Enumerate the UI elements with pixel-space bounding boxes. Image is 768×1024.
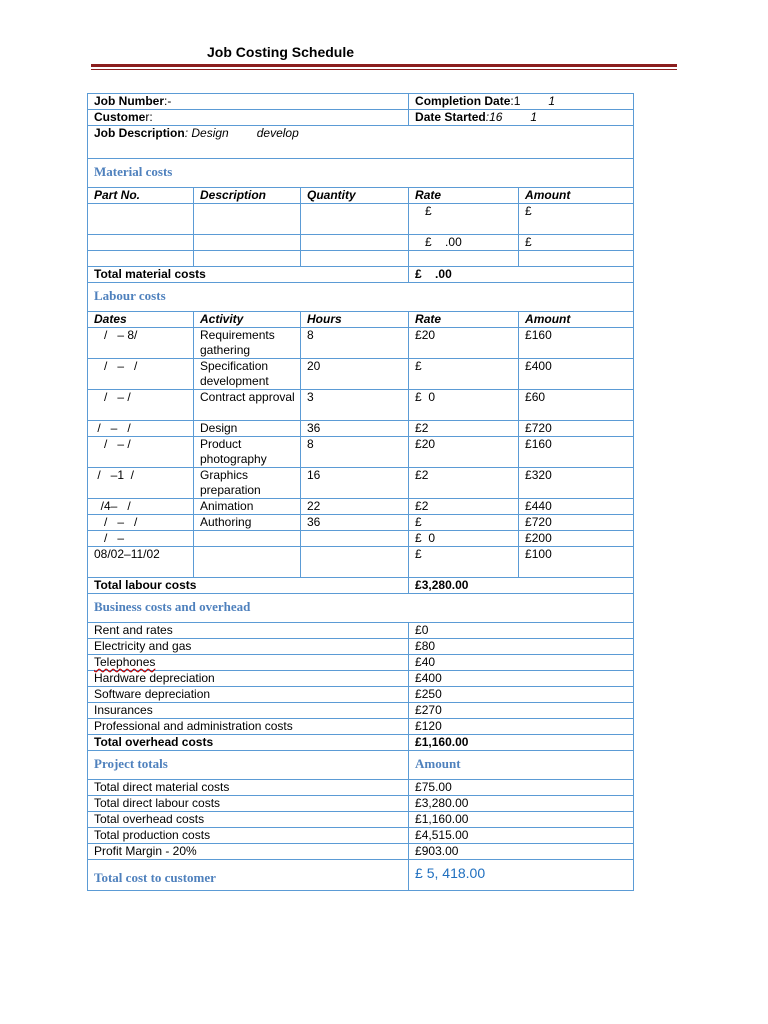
material-cell — [519, 251, 634, 267]
table-row — [88, 623, 634, 639]
overhead-value: £400 — [409, 671, 634, 687]
completion-date-extra: 1 — [548, 94, 556, 108]
date-started-extra: 1 — [530, 110, 538, 124]
material-cell — [194, 204, 301, 235]
totals-value: £903.00 — [409, 844, 634, 860]
job-description-label: Job Description — [94, 126, 185, 140]
labour-col-amount: Amount — [519, 312, 634, 328]
material-heading: Material costs — [88, 159, 634, 188]
material-cell — [194, 251, 301, 267]
job-description-extra: develop — [256, 126, 299, 140]
labour-date: / – / — [88, 390, 194, 421]
labour-rate: £ 0 — [409, 390, 519, 421]
labour-amount: £60 — [519, 390, 634, 421]
material-cell: £ — [519, 204, 634, 235]
labour-hours: 20 — [301, 359, 409, 390]
totals-heading-row — [88, 751, 634, 780]
totals-value: £1,160.00 — [409, 812, 634, 828]
overhead-label: Software depreciation — [88, 687, 409, 703]
labour-activity: Design — [194, 421, 301, 437]
customer-value: r: — [145, 110, 153, 124]
material-col-part: Part No. — [88, 188, 194, 204]
job-description-row — [88, 126, 634, 159]
labour-date: / – — [88, 531, 194, 547]
totals-amount-heading: Amount — [409, 751, 634, 780]
table-row — [88, 671, 634, 687]
labour-amount: £720 — [519, 515, 634, 531]
totals-value: £4,515.00 — [409, 828, 634, 844]
totals-label: Total direct labour costs — [88, 796, 409, 812]
table-row — [88, 390, 634, 421]
title-rule-thin — [91, 69, 677, 70]
labour-amount: £160 — [519, 328, 634, 359]
material-cell — [194, 235, 301, 251]
labour-amount: £160 — [519, 437, 634, 468]
totals-heading: Project totals — [88, 751, 409, 780]
job-number-row — [88, 94, 634, 110]
labour-date: / – / — [88, 515, 194, 531]
table-row — [88, 655, 634, 671]
grand-total-value: £ 5, 418.00 — [409, 860, 634, 891]
labour-total-row — [88, 578, 634, 594]
labour-activity: Authoring — [194, 515, 301, 531]
overhead-total-value: £1,160.00 — [409, 735, 634, 751]
labour-date: / – / — [88, 437, 194, 468]
table-row — [88, 328, 634, 359]
labour-hours: 22 — [301, 499, 409, 515]
material-col-description: Description — [194, 188, 301, 204]
table-row — [88, 515, 634, 531]
title-rule — [91, 64, 677, 67]
labour-rate: £2 — [409, 421, 519, 437]
labour-hours — [301, 531, 409, 547]
labour-date: / – 8/ — [88, 328, 194, 359]
totals-label: Total direct material costs — [88, 780, 409, 796]
table-row — [88, 251, 634, 267]
material-cell — [88, 204, 194, 235]
customer-label: Custome — [94, 110, 146, 124]
table-row — [88, 235, 634, 251]
table-row — [88, 844, 634, 860]
overhead-label: Insurances — [88, 703, 409, 719]
overhead-value: £80 — [409, 639, 634, 655]
labour-rate: £2 — [409, 499, 519, 515]
date-started-label: Date Started — [415, 110, 486, 124]
labour-date: / –1 / — [88, 468, 194, 499]
overhead-value: £0 — [409, 623, 634, 639]
labour-amount: £720 — [519, 421, 634, 437]
labour-rate: £ 0 — [409, 531, 519, 547]
material-cell — [301, 251, 409, 267]
table-row — [88, 531, 634, 547]
labour-hours — [301, 547, 409, 578]
table-row — [88, 703, 634, 719]
labour-header-row — [88, 312, 634, 328]
labour-activity: Graphics preparation — [194, 468, 301, 499]
material-total-label: Total material costs — [88, 267, 409, 283]
labour-activity: Animation — [194, 499, 301, 515]
labour-rate: £ — [409, 359, 519, 390]
material-cell: £ .00 — [409, 235, 519, 251]
labour-activity: Requirements gathering — [194, 328, 301, 359]
material-cell — [301, 204, 409, 235]
grand-total-label: Total cost to customer — [88, 860, 409, 891]
document-title: Job Costing Schedule — [207, 44, 355, 60]
material-header-row — [88, 188, 634, 204]
labour-date: / – / — [88, 359, 194, 390]
overhead-total-row — [88, 735, 634, 751]
totals-label: Total production costs — [88, 828, 409, 844]
table-row — [88, 796, 634, 812]
table-row — [88, 359, 634, 390]
table-row — [88, 639, 634, 655]
table-row — [88, 719, 634, 735]
date-started-value: :16 — [485, 110, 503, 124]
labour-hours: 3 — [301, 390, 409, 421]
labour-col-rate: Rate — [409, 312, 519, 328]
material-heading-row — [88, 159, 634, 188]
labour-amount: £440 — [519, 499, 634, 515]
table-row — [88, 437, 634, 468]
overhead-label: Professional and administration costs — [88, 719, 409, 735]
material-col-quantity: Quantity — [301, 188, 409, 204]
labour-col-dates: Dates — [88, 312, 194, 328]
totals-label: Total overhead costs — [88, 812, 409, 828]
material-cell — [88, 235, 194, 251]
material-total-value: £ .00 — [409, 267, 634, 283]
labour-rate: £2 — [409, 468, 519, 499]
labour-rate: £ — [409, 547, 519, 578]
overhead-total-label: Total overhead costs — [88, 735, 409, 751]
table-row — [88, 204, 634, 235]
labour-amount: £400 — [519, 359, 634, 390]
labour-date: / – / — [88, 421, 194, 437]
labour-amount: £100 — [519, 547, 634, 578]
labour-rate: £ — [409, 515, 519, 531]
labour-activity — [194, 531, 301, 547]
labour-rate: £20 — [409, 437, 519, 468]
overhead-label: Telephones — [88, 655, 409, 671]
labour-activity: Contract approval — [194, 390, 301, 421]
labour-date: 08/02–11/02 — [88, 547, 194, 578]
overhead-label: Rent and rates — [88, 623, 409, 639]
labour-hours: 36 — [301, 515, 409, 531]
material-cell — [409, 251, 519, 267]
job-description-value: : Design — [184, 126, 229, 140]
labour-activity: Specification development — [194, 359, 301, 390]
table-row — [88, 499, 634, 515]
overhead-label: Hardware depreciation — [88, 671, 409, 687]
job-costing-table — [87, 93, 634, 891]
labour-amount: £320 — [519, 468, 634, 499]
customer-row — [88, 110, 634, 126]
overhead-heading: Business costs and overhead — [88, 594, 634, 623]
labour-hours: 36 — [301, 421, 409, 437]
labour-heading: Labour costs — [88, 283, 634, 312]
labour-rate: £20 — [409, 328, 519, 359]
labour-hours: 8 — [301, 437, 409, 468]
labour-activity: Product photography — [194, 437, 301, 468]
material-cell — [301, 235, 409, 251]
overhead-label: Electricity and gas — [88, 639, 409, 655]
material-col-amount: Amount — [519, 188, 634, 204]
totals-label: Profit Margin - 20% — [88, 844, 409, 860]
table-row — [88, 421, 634, 437]
table-row — [88, 468, 634, 499]
overhead-value: £270 — [409, 703, 634, 719]
table-row — [88, 547, 634, 578]
labour-total-value: £3,280.00 — [409, 578, 634, 594]
table-row — [88, 687, 634, 703]
labour-hours: 16 — [301, 468, 409, 499]
overhead-value: £250 — [409, 687, 634, 703]
material-cell — [88, 251, 194, 267]
labour-col-hours: Hours — [301, 312, 409, 328]
table-row — [88, 780, 634, 796]
completion-date-label: Completion Date — [415, 94, 511, 108]
labour-hours: 8 — [301, 328, 409, 359]
table-row — [88, 828, 634, 844]
labour-amount: £200 — [519, 531, 634, 547]
material-cell: £ — [519, 235, 634, 251]
overhead-value: £120 — [409, 719, 634, 735]
job-number-label: Job Number — [94, 94, 165, 108]
labour-heading-row — [88, 283, 634, 312]
overhead-heading-row — [88, 594, 634, 623]
table-row — [88, 812, 634, 828]
labour-total-label: Total labour costs — [88, 578, 409, 594]
labour-date: /4– / — [88, 499, 194, 515]
material-col-rate: Rate — [409, 188, 519, 204]
completion-date-value: :1 — [510, 94, 521, 108]
labour-activity — [194, 547, 301, 578]
material-total-row — [88, 267, 634, 283]
overhead-value: £40 — [409, 655, 634, 671]
job-number-value: :- — [164, 94, 172, 108]
grand-total-row — [88, 860, 634, 891]
totals-value: £3,280.00 — [409, 796, 634, 812]
labour-col-activity: Activity — [194, 312, 301, 328]
material-cell: £ — [409, 204, 519, 235]
totals-value: £75.00 — [409, 780, 634, 796]
